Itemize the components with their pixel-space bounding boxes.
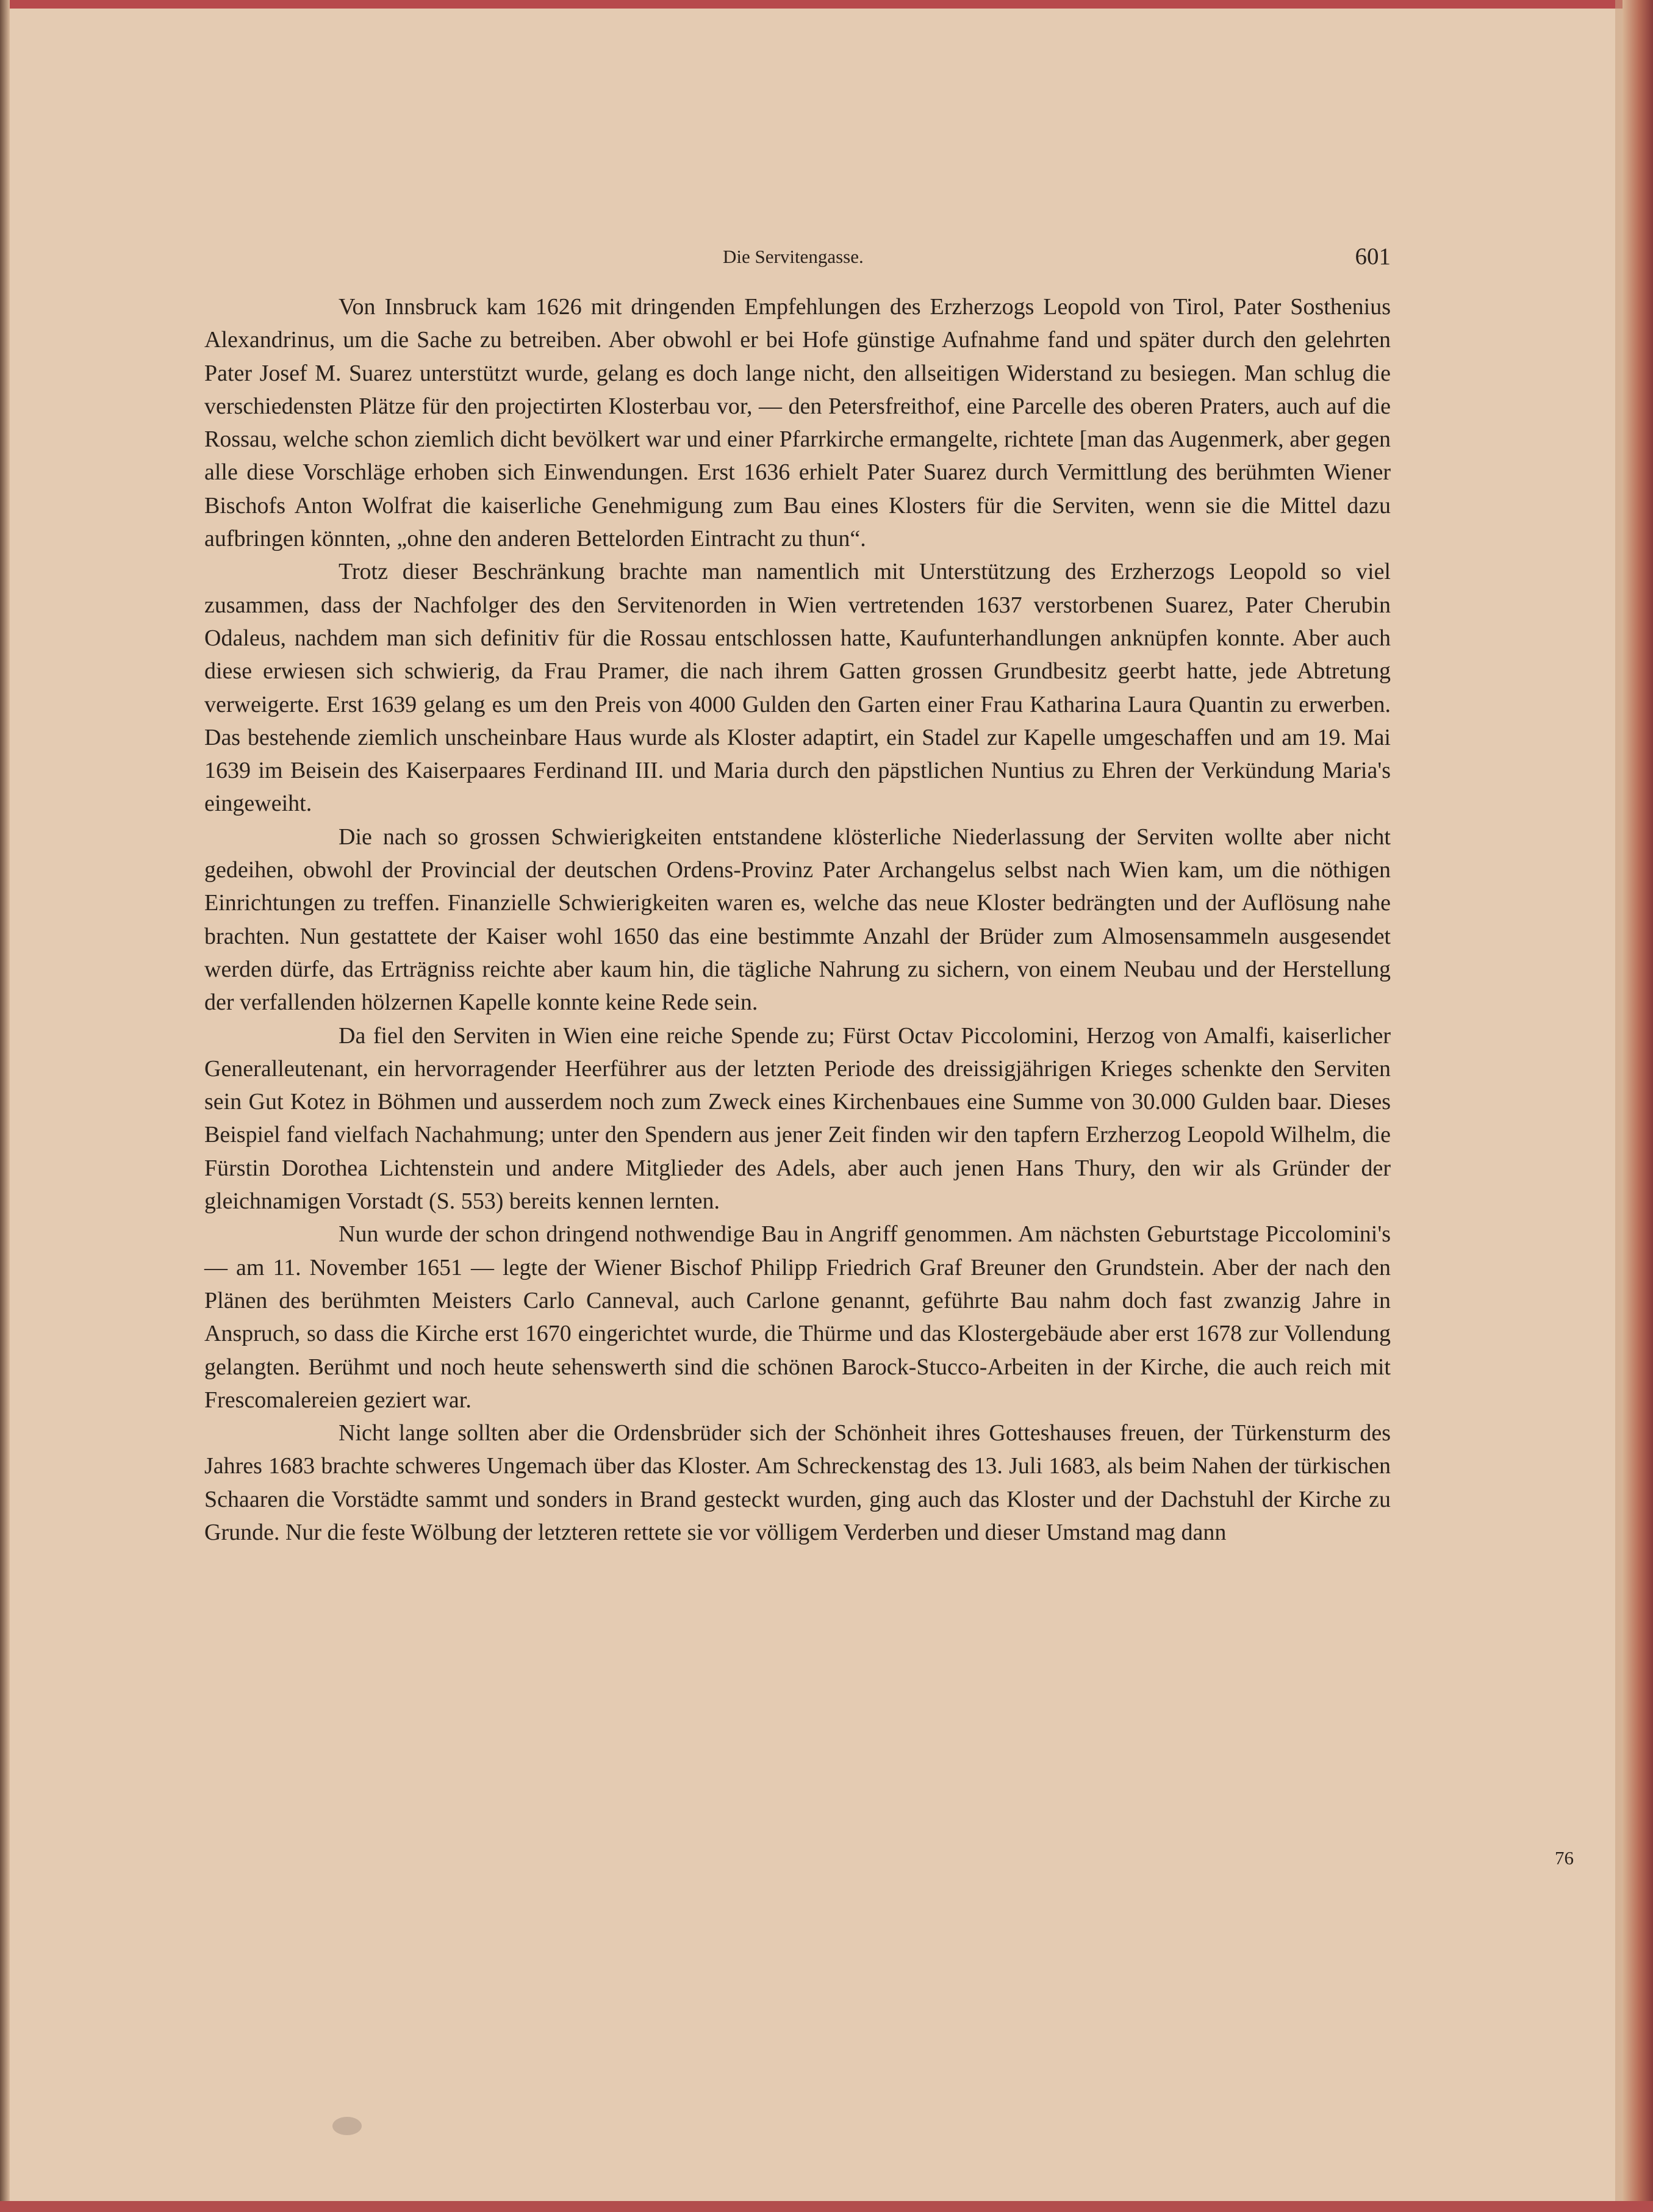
paragraph: Die nach so grossen Schwierigkeiten entstandene klösterliche Niederlassung der Serviten wollte aber nicht gedeihen, obwohl der Provincial der deutschen Ordens-Provinz Pater Archangelus selbst nach Wien kam, um die nöthigen Einrichtungen zu treffen. Finanzielle Schwierigkeiten waren es, welche das neue Kloster bedrängten und der Auflösung nahe brachten. Nun gestattete der Kaiser wohl 1650 das eine bestimmte Anzahl der Brüder zum Almosensammeln ausgesendet werden dürfe, das Erträgniss reichte aber kaum hin, die tägliche Nahrung zu sichern, von einem Neubau und der Herstellung der verfallenden hölzernen Kapelle konnte keine Rede sein. (204, 824, 1391, 1016)
page-header (204, 243, 1391, 279)
paragraph: Nun wurde der schon dringend nothwendige Bau in Angriff genommen. Am nächsten Geburtstage Piccolomini's — am 11. November 1651 — legte der Wiener Bischof Philipp Friedrich Graf Breuner den Grundstein. Aber der nach den Plänen des berühmten Meisters Carlo Canneval, auch Carlone genannt, geführte Bau nahm doch fast zwanzig Jahre in Anspruch, so dass die Kirche erst 1670 eingerichtet wurde, die Thürme und das Klostergebäude aber erst 1678 zur Vollendung gelangten. Berühmt und noch heute sehenswerth sind die schönen Barock-Stucco-Arbeiten in der Kirche, die auch reich mit Frescomalereien geziert war. (204, 1221, 1391, 1413)
page-top-edge (0, 0, 1653, 9)
paragraph: Da fiel den Serviten in Wien eine reiche Spende zu; Fürst Octav Piccolomini, Herzog von Amalfi, kaiserlicher Generalleutenant, ein hervorragender Heerführer aus der letzten Periode des dreissigjährigen Krieges schenkte den Serviten sein Gut Kotez in Böhmen und ausserdem noch zum Zweck eines Kirchenbaues eine Summe von 30.000 Gulden baar. Dieses Beispiel fand vielfach Nachahmung; unter den Spendern aus jener Zeit finden wir den tapfern Erzherzog Leopold Wilhelm, die Fürstin Dorothea Lichtenstein und andere Mitglieder des Adels, aber auch jenen Hans Thury, den wir als Gründer der gleichnamigen Vorstadt (S. 553) bereits kennen lernten. (204, 1022, 1391, 1215)
book-edge (1623, 0, 1653, 2212)
body-text (204, 290, 1391, 1549)
page-bottom-edge (0, 2201, 1653, 2212)
book-gutter (0, 0, 10, 2212)
paper-stain (332, 2117, 362, 2135)
book-page (204, 243, 1391, 1549)
page-edge-shadow (1615, 0, 1623, 2212)
running-title: Die Servitengasse. (723, 246, 864, 267)
paragraph: Nicht lange sollten aber die Ordensbrüder sich der Schönheit ihres Gotteshauses freuen, der Türkensturm des Jahres 1683 brachte schweres Ungemach über das Kloster. Am Schreckenstag des 13. Juli 1683, als beim Nahen der türkischen Schaaren die Vorstädte sammt und sonders in Brand gesteckt wurden, ging auch das Kloster und der Dachstuhl der Kirche zu Grunde. Nur die feste Wölbung der letzteren rettete sie vor völligem Verderben und dieser Umstand mag dann (204, 1420, 1391, 1545)
paragraph: Von Innsbruck kam 1626 mit dringenden Empfehlungen des Erzherzogs Leopold von Tirol, Pater Sosthenius Alexandrinus, um die Sache zu betreiben. Aber obwohl er bei Hofe günstige Aufnahme fand und später durch den gelehrten Pater Josef M. Suarez unterstützt wurde, gelang es doch lange nicht, den allseitigen Widerstand zu besiegen. Man schlug die verschiedensten Plätze für den projectirten Klosterbau vor, — den Petersfreithof, eine Parcelle des oberen Praters, auch auf die Rossau, welche schon ziemlich dicht bevölkert war und einer Pfarrkirche ermangelte, richtete [man das Augenmerk, aber gegen alle diese Vorschläge erhoben sich Einwendungen. Erst 1636 erhielt Pater Suarez durch Vermittlung des berühmten Wiener Bischofs Anton Wolfrat die kaiserliche Genehmigung zum Bau eines Klosters für die Serviten, wenn sie die Mittel dazu aufbringen könnten, „ohne den anderen Bettelorden Eintracht zu thun“. (204, 294, 1391, 552)
paragraph: Trotz dieser Beschränkung brachte man namentlich mit Unterstützung des Erzherzogs Leopold so viel zusammen, dass der Nachfolger des den Servitenorden in Wien vertretenden 1637 verstorbenen Suarez, Pater Cherubin Odaleus, nachdem man sich definitiv für die Rossau entschlossen hatte, Kaufunterhandlungen anknüpfen konnte. Aber auch diese erwiesen sich schwierig, da Frau Pramer, die nach ihrem Gatten grossen Grundbesitz geerbt hatte, jede Abtretung verweigerte. Erst 1639 gelang es um den Preis von 4000 Gulden den Garten einer Frau Katharina Laura Quantin zu erwerben. Das bestehende ziemlich unscheinbare Haus wurde als Kloster adaptirt, ein Stadel zur Kapelle umgeschaffen und am 19. Mai 1639 im Beisein des Kaiserpaares Ferdinand III. und Maria durch den päpstlichen Nuntius zu Ehren der Verkündung Maria's eingeweiht. (204, 559, 1391, 817)
page-number: 601 (1355, 243, 1391, 270)
signature-mark: 76 (1555, 1847, 1574, 1869)
